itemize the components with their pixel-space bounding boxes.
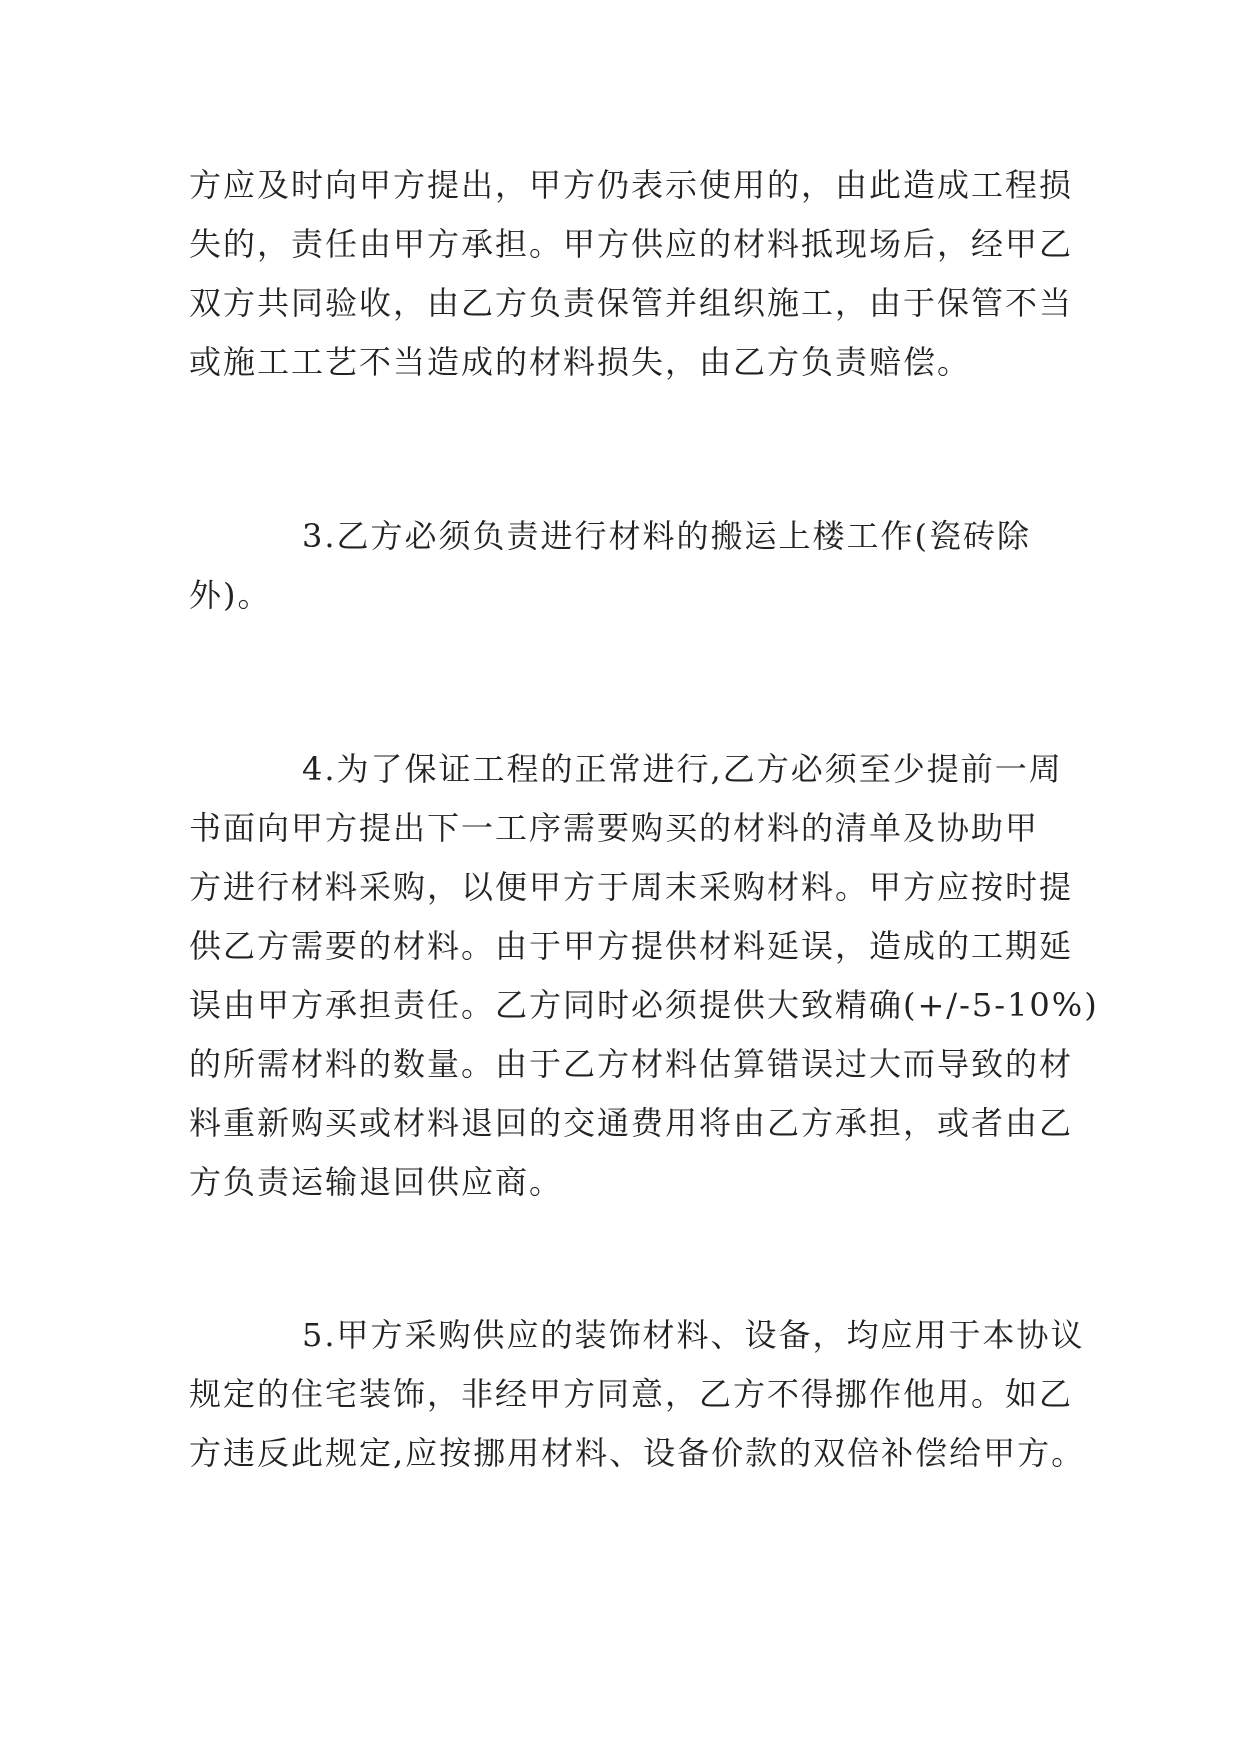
paragraph-clause-3 <box>189 507 1049 625</box>
paragraph-clause-4 <box>189 740 1099 1212</box>
paragraph-material-responsibility <box>189 156 1074 392</box>
text-line: 失的，责任由甲方承担。甲方供应的材料抵现场后，经甲乙 <box>189 225 1074 263</box>
paragraph-clause-5 <box>189 1306 1086 1483</box>
text-line: 或施工工艺不当造成的材料损失，由乙方负责赔偿。 <box>189 343 972 381</box>
text-line: 方违反此规定,应按挪用材料、设备价款的双倍补偿给甲方。 <box>189 1434 1086 1472</box>
text-line: 误由甲方承担责任。乙方同时必须提供大致精确(+/-5-10%) <box>189 986 1099 1024</box>
text-line: 书面向甲方提出下一工序需要购买的材料的清单及协助甲 <box>189 809 1040 847</box>
text-line: 供乙方需要的材料。由于甲方提供材料延误，造成的工期延 <box>189 927 1074 965</box>
text-line: 3.乙方必须负责进行材料的搬运上楼工作(瓷砖除 <box>302 517 1032 555</box>
text-line: 规定的住宅装饰，非经甲方同意，乙方不得挪作他用。如乙 <box>189 1375 1074 1413</box>
text-line: 方负责运输退回供应商。 <box>189 1163 564 1201</box>
text-line: 4.为了保证工程的正常进行,乙方必须至少提前一周 <box>302 750 1063 788</box>
text-line: 5.甲方采购供应的装饰材料、设备，均应用于本协议 <box>302 1316 1085 1354</box>
text-line: 外)。 <box>189 576 272 614</box>
text-line: 方进行材料采购，以便甲方于周末采购材料。甲方应按时提 <box>189 868 1074 906</box>
text-line: 方应及时向甲方提出，甲方仍表示使用的，由此造成工程损 <box>189 166 1074 204</box>
text-line: 料重新购买或材料退回的交通费用将由乙方承担，或者由乙 <box>189 1104 1074 1142</box>
text-line: 的所需材料的数量。由于乙方材料估算错误过大而导致的材 <box>189 1045 1074 1083</box>
text-line: 双方共同验收，由乙方负责保管并组织施工，由于保管不当 <box>189 284 1074 322</box>
